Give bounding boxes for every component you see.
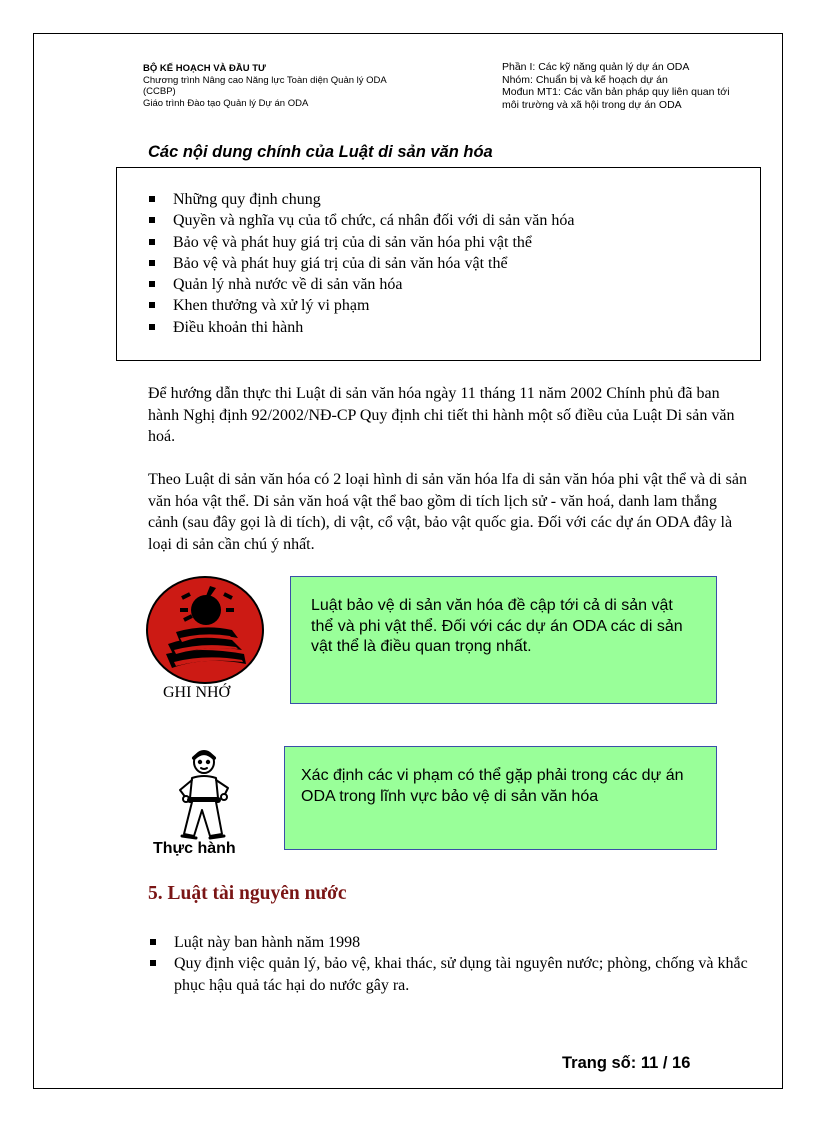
list-item: Những quy định chung <box>147 189 574 210</box>
header-part: Phần I: Các kỹ năng quản lý dự án ODA <box>502 61 690 73</box>
section-5-heading: 5. Luật tài nguyên nước <box>148 883 347 904</box>
header-course: Giáo trình Đào tạo Quản lý Dự án ODA <box>143 97 309 109</box>
list-item: Bảo vệ và phát huy giá trị của di sản văn hóa phi vật thể <box>147 232 574 253</box>
bullet-icon <box>150 939 156 945</box>
note-box: Luật bảo vệ di sản văn hóa đề cập tới cả di sản vật thể và phi vật thể. Đối với các dự án ODA các di sản vật thể là điều quan trọng nhất. <box>290 576 717 704</box>
header-group: Nhóm: Chuẩn bị và kế hoạch dự án <box>502 73 668 86</box>
header-right <box>502 61 742 111</box>
list-item: Quyền và nghĩa vụ của tổ chức, cá nhân đối với di sản văn hóa <box>147 210 574 231</box>
paragraph-heritage-types: Theo Luật di sản văn hóa có 2 loại hình di sản văn hóa lfa di sản văn hóa phi vật thể và di sản văn hóa vật thể. Di sản văn hoá vật thể bao gồm di tích lịch sử - văn hoá, danh lam thắng cảnh (sau đây gọi là di tích), di vật, cổ vật, bảo vật quốc gia. Đối với các dự án ODA đây là loại di sản cần chú ý nhất. <box>148 471 747 553</box>
list-item: Bảo vệ và phát huy giá trị của di sản văn hóa vật thể <box>147 253 574 274</box>
header-program: Chương trình Nâng cao Năng lực Toàn diện Quản lý ODA <box>143 74 387 86</box>
bullet-icon <box>150 960 156 966</box>
header-org: BỘ KẾ HOẠCH VÀ ĐẦU TƯ <box>143 63 266 74</box>
list-item: Quản lý nhà nước về di sản văn hóa <box>147 274 574 295</box>
header-module: Mođun MT1: Các văn bản pháp quy liên quan tới môi trường và xã hội trong dự án ODA <box>502 86 730 111</box>
list-item: Quy định việc quản lý, bảo vệ, khai thác, sử dụng tài nguyên nước; phòng, chống và khắc phục hậu quả tác hại do nước gây ra. <box>148 953 758 996</box>
bullet-icon <box>149 217 155 223</box>
paragraph-decree: Để hướng dẫn thực thi Luật di sản văn hóa ngày 11 tháng 11 năm 2002 Chính phủ đã ban hành Nghị định 92/2002/NĐ-CP Quy định chi tiết thi hành một số điều của Luật Di sản văn hoá. <box>148 385 735 445</box>
bullet-icon <box>149 239 155 245</box>
main-points-list <box>147 189 574 338</box>
section-title: Các nội dung chính của Luật di sản văn hóa <box>148 143 493 161</box>
header-program-abbr: (CCBP) <box>143 86 176 97</box>
books-apple-icon <box>146 576 264 684</box>
note-label: GHI NHỚ <box>163 684 231 701</box>
martial-artist-icon <box>170 748 240 840</box>
page-number: Trang số: 11 / 16 <box>562 1054 691 1072</box>
main-points-box <box>116 167 761 361</box>
list-item: Luật này ban hành năm 1998 <box>148 932 758 953</box>
bullet-icon <box>149 324 155 330</box>
list-item: Điều khoản thi hành <box>147 317 574 338</box>
practice-label: Thực hành <box>153 840 236 857</box>
list-item: Khen thưởng và xử lý vi phạm <box>147 295 574 316</box>
bullet-icon <box>149 281 155 287</box>
bullet-icon <box>149 302 155 308</box>
section-5-list <box>148 932 758 996</box>
section-5-list-container <box>148 932 758 996</box>
practice-box: Xác định các vi phạm có thể gặp phải trong các dự án ODA trong lĩnh vực bảo vệ di sản văn hóa <box>284 746 717 850</box>
bullet-icon <box>149 196 155 202</box>
bullet-icon <box>149 260 155 266</box>
header-left <box>143 63 443 109</box>
